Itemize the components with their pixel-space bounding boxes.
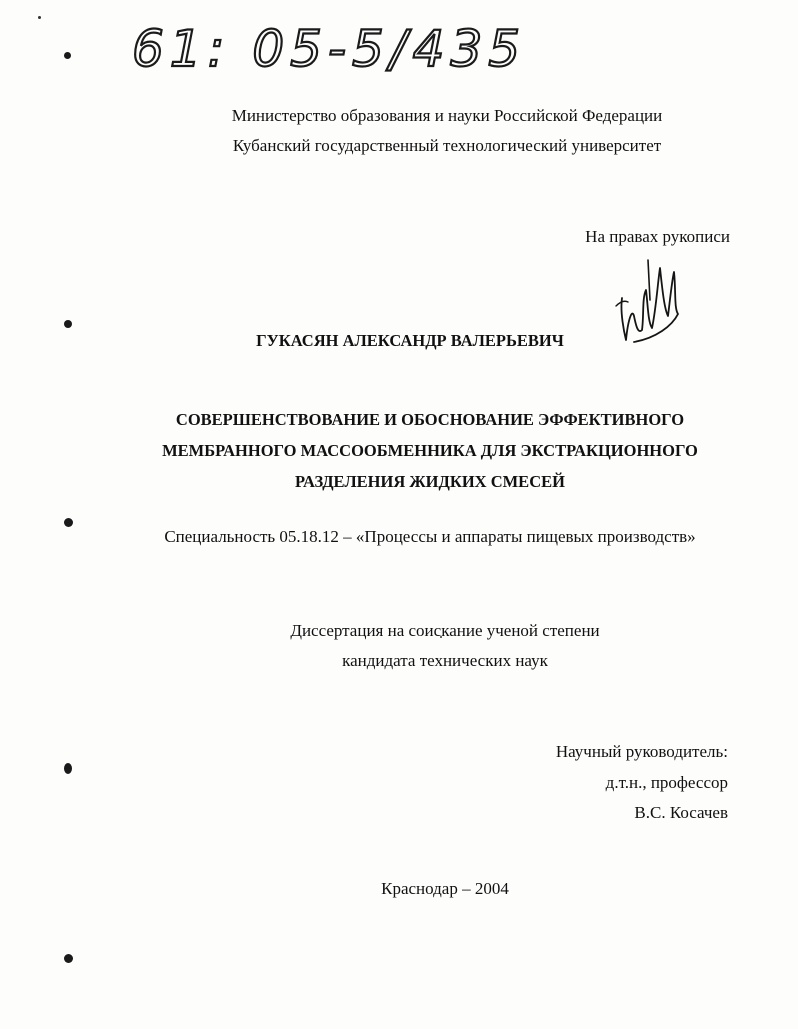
academic-degree: кандидата технических наук <box>342 651 548 670</box>
author-name: ГУКАСЯН АЛЕКСАНДР ВАЛЕРЬЕВИЧ <box>256 331 564 350</box>
supervisor-rank: д.т.н., профессор <box>605 773 728 792</box>
punch-hole-mark <box>64 954 73 963</box>
manuscript-note: На правах рукописи <box>585 227 730 246</box>
scan-speck <box>38 16 41 19</box>
title-line: МЕМБРАННОГО МАССООБМЕННИКА ДЛЯ ЭКСТРАКЦИОННОГО <box>162 441 698 460</box>
punch-hole-mark <box>64 52 71 59</box>
supervisor-name: В.С. Косачев <box>634 803 728 822</box>
title-line: СОВЕРШЕНСТВОВАНИЕ И ОБОСНОВАНИЕ ЭФФЕКТИВНОГО <box>175 410 685 429</box>
university-name: Кубанский государственный технологический университет <box>232 136 662 155</box>
city-year: Краснодар – 2004 <box>381 879 509 898</box>
punch-hole-mark <box>64 320 72 328</box>
punch-hole-mark <box>64 763 72 774</box>
archive-code-text: 61: 05-5/435 <box>132 20 527 78</box>
handwritten-archive-code <box>128 8 527 78</box>
supervisor-label: Научный руководитель: <box>555 742 728 761</box>
dissertation-title <box>130 404 730 497</box>
title-line: РАЗДЕЛЕНИЯ ЖИДКИХ СМЕСЕЙ <box>295 472 565 491</box>
author-signature <box>612 250 692 346</box>
ministry-name: Министерство образования и науки Российской Федерации <box>231 106 663 125</box>
punch-hole-mark <box>64 518 73 527</box>
specialty: Специальность 05.18.12 – «Процессы и аппараты пищевых производств» <box>164 527 696 546</box>
dissertation-type: Диссертация на соискание ученой степени <box>290 621 600 640</box>
